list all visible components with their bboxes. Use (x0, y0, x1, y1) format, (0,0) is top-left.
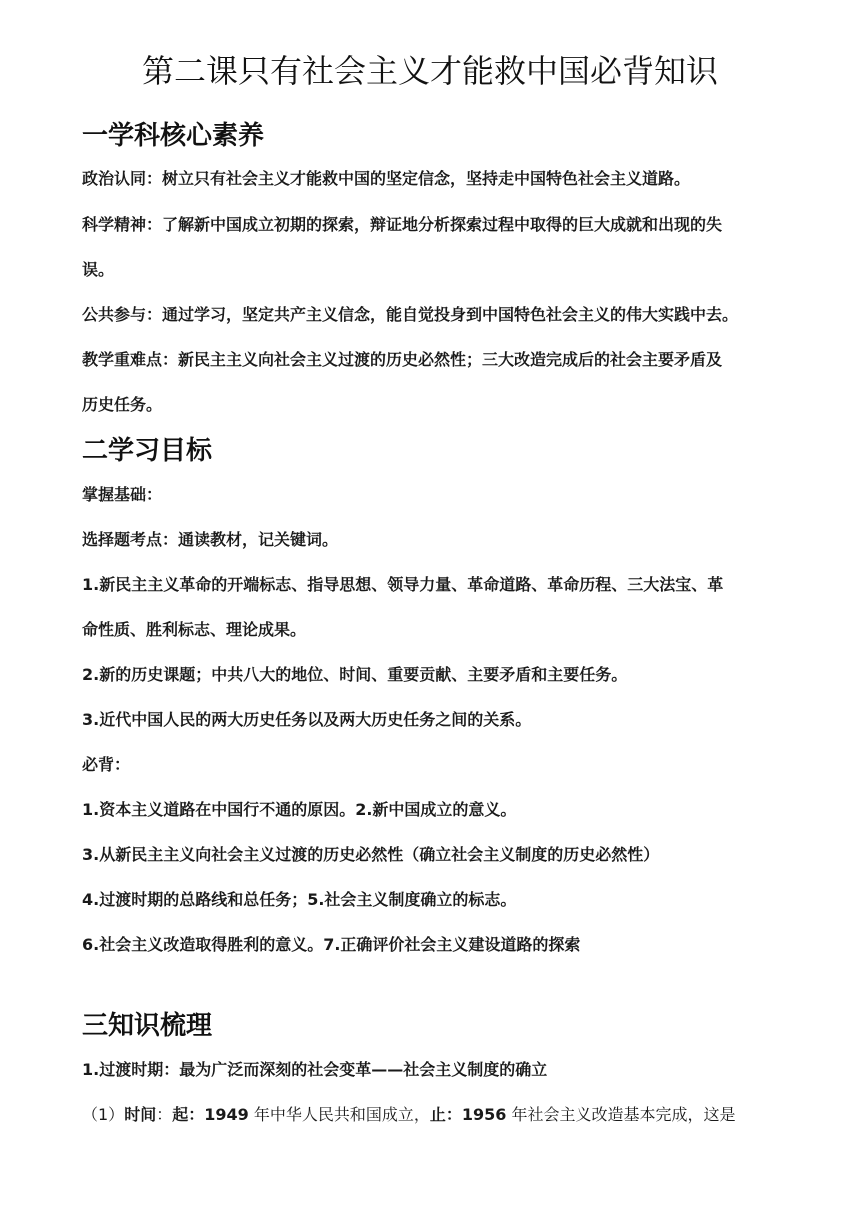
text-run: 年社会主义改造基本完成，这是 (506, 1105, 736, 1124)
paragraph-line: 教学重难点：新民主主义向社会主义过渡的历史必然性；三大改造完成后的社会主要矛盾及 (82, 350, 723, 369)
paragraph-line: 2.新的历史课题；中共八大的地位、时间、重要贡献、主要矛盾和主要任务。 (82, 665, 628, 684)
paragraph-line: 必背： (82, 755, 131, 774)
paragraph-line: 历史任务。 (82, 395, 163, 414)
paragraph-line: 误。 (82, 260, 115, 279)
document-title: 第二课只有社会主义才能救中国必背知识 (141, 52, 718, 90)
paragraph-line: 3.从新民主主义向社会主义过渡的历史必然性（确立社会主义制度的历史必然性） (82, 845, 660, 864)
section-heading-core-literacy: 一学科核心素养 (82, 121, 265, 151)
paragraph-line: 1.新民主主义革命的开端标志、指导思想、领导力量、革命道路、革命历程、三大法宝、革 (82, 575, 724, 594)
paragraph-line-time (82, 1104, 782, 1126)
text-run: 时间 (124, 1105, 157, 1124)
paragraph-line: 掌握基础： (82, 485, 163, 504)
paragraph-line: 命性质、胜利标志、理论成果。 (82, 620, 307, 639)
text-run: 年中华人民共和国成立， (248, 1105, 430, 1124)
paragraph-line: 政治认同：树立只有社会主义才能救中国的坚定信念，坚持走中国特色社会主义道路。 (82, 169, 691, 188)
paragraph-line: 科学精神：了解新中国成立初期的探索，辩证地分析探索过程中取得的巨大成就和出现的失 (82, 215, 723, 234)
paragraph-line: 1.资本主义道路在中国行不通的原因。2.新中国成立的意义。 (82, 800, 517, 819)
paragraph-line: 公共参与：通过学习，坚定共产主义信念，能自觉投身到中国特色社会主义的伟大实践中去。 (82, 305, 739, 324)
paragraph-line: 4.过渡时期的总路线和总任务；5.社会主义制度确立的标志。 (82, 890, 517, 909)
section-heading-knowledge-review: 三知识梳理 (82, 1011, 213, 1041)
text-run: 起：1949 (172, 1105, 249, 1124)
paragraph-line: 选择题考点：通读教材，记关键词。 (82, 530, 339, 549)
paragraph-line: 3.近代中国人民的两大历史任务以及两大历史任务之间的关系。 (82, 710, 532, 729)
section-heading-learning-goals: 二学习目标 (82, 436, 213, 466)
text-run: 止：1956 (429, 1105, 507, 1124)
paragraph-line: 6.社会主义改造取得胜利的意义。7.正确评价社会主义建设道路的探索 (82, 935, 581, 954)
text-run: ： (156, 1105, 173, 1124)
text-run: （1） (82, 1105, 125, 1124)
paragraph-line: 1.过渡时期：最为广泛而深刻的社会变革——社会主义制度的确立 (82, 1060, 548, 1079)
